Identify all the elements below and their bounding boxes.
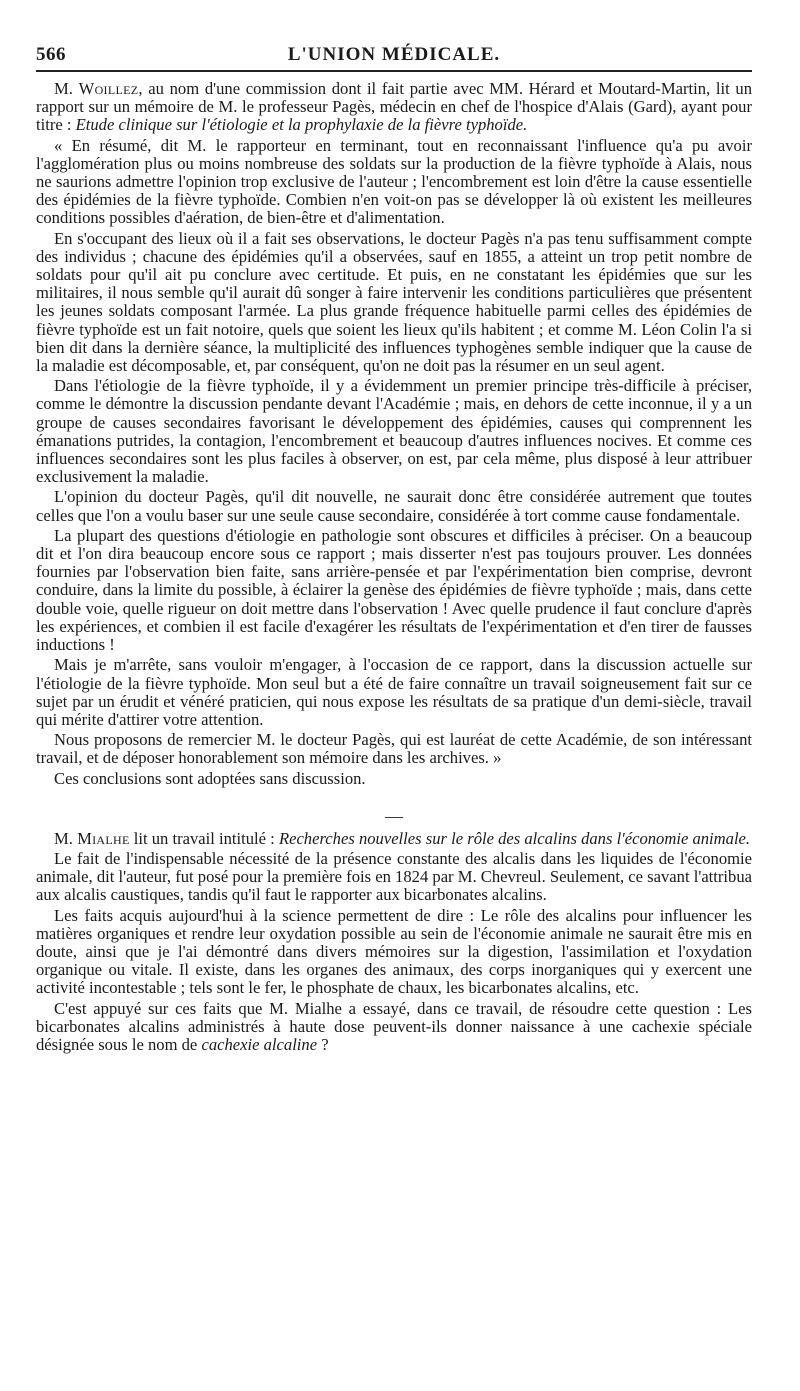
woillez-intro-text: , au nom d'une commission dont il fait partie avec MM. Hérard et Moutard-Martin, lit un rapport sur un mémoire de M. le professeur Pagès, médecin en chef de l'hospice d'Alais (Gard), ayant pour titre : xyxy=(36,79,752,135)
travail-title: Recherches nouvelles sur le rôle des alcalins dans l'économie animale. xyxy=(278,828,751,848)
author-name-mialhe: Mialhe xyxy=(77,828,130,848)
paragraph: L'opinion du docteur Pagès, qu'il dit nouvelle, ne saurait donc être considérée autrement que toutes celles que l'on a voulu baser sur une seule cause secondaire, considérée à tort comme cause fondamentale. xyxy=(36,487,752,525)
paragraph-woillez xyxy=(36,80,752,135)
cachexie-term: cachexie alcaline xyxy=(201,1034,318,1054)
page-number: 566 xyxy=(36,44,66,65)
running-title: L'UNION MÉDICALE. xyxy=(287,44,501,65)
paragraph: La plupart des questions d'étiologie en pathologie sont obscures et difficiles à préciser. On a beaucoup dit et l'on dira beaucoup encore sous ce rapport ; mais disserter n'est pas toujours prouver. Les données fournies par l'observation bien faite, sans arrière-pensée et par l'expérimentation bien comprise, devront conduire, dans la limite du possible, à éclairer la genèse des épidémies de fièvre typhoïde ; mais, dans cette double voie, quelle rigueur on doit mettre dans l'observation ! Avec quelle prudence il faut conclure d'après les expériences, et combien il est facile d'exagérer les résultats de l'expérimentation et d'en tirer de fausses inductions ! xyxy=(36,525,752,655)
paragraph: Le fait de l'indispensable nécessité de la présence constante des alcalis dans les liquides de l'économie animale, dit l'auteur, fut posé pour la première fois en 1824 par M. Chevreul. Seulement, ce savant l'attribua aux alcalis caustiques, tandis qu'il faut le rapporter aux bicarbonates alcalins. xyxy=(36,848,752,905)
paragraph: En s'occupant des lieux où il a fait ses observations, le docteur Pagès n'a pas tenu suffisamment compte des individus ; chacune des épidémies qu'il a observées, sauf en 1855, a atteint un trop petit nombre de soldats pour qu'il ait pu conclure avec certitude. Et puis, en ne constatant les épidémies que sur les militaires, il nous semble qu'il aurait dû songer à faire intervenir les conditions particulières que présentent les jeunes soldats composant l'armée. La plus grande fréquence habituelle parmi celles des épidémies de fièvre typhoïde est un fait notoire, quels que soient les lieux qu'ils habitent ; et comme M. Léon Colin l'a si bien dit dans la dernière séance, la multiplicité des influences typhogènes semble indiquer que la cause de la maladie est décomposable, et, par conséquent, qu'on ne doit pas la résumer en un seul agent. xyxy=(36,228,752,376)
article-body xyxy=(36,80,752,1054)
paragraph: Mais je m'arrête, sans vouloir m'engager, à l'occasion de ce rapport, dans la discussion actuelle sur l'étiologie de la fièvre typhoïde. Mon seul but a été de faire connaître un travail soigneusement fait sur ce sujet par un érudit et vénéré praticien, qui nous expose les résultats de sa pratique d'un demi-siècle, travail qui mérite d'attirer votre attention. xyxy=(36,655,752,729)
page-header xyxy=(36,44,752,72)
paragraph-final xyxy=(36,1000,752,1055)
woillez-prefix: M. xyxy=(54,79,79,98)
paragraph: « En résumé, dit M. le rapporteur en terminant, tout en reconnaissant l'influence qu'a pu avoir l'agglomération plus ou moins nombreuse des soldats sur la production de la fièvre typhoïde à Alais, nous ne saurions admettre l'opinion trop exclusive de l'auteur ; l'encombrement est loin d'être la cause essentielle des épidémies de la fièvre typhoïde. Combien n'en voit-on pas se développer là où existent les meilleures conditions possibles d'aération, de bien-être et d'alimentation. xyxy=(36,135,752,228)
paragraph: Les faits acquis aujourd'hui à la science permettent de dire : Le rôle des alcalins pour influencer les matières organiques et rendre leur oxydation possible au sein de l'économie animale ne saurait être mis en doute, ainsi que je l'ai démontré dans divers mémoires sur la digestion, l'assimilation et l'oxydation organique ou vitale. Il existe, dans les organes des animaux, des corps inorganiques qui y exercent une activité incontestable ; tels sont le fer, le phosphate de chaux, les bicarbonates alcalins, etc. xyxy=(36,905,752,998)
paragraph: Dans l'étiologie de la fièvre typhoïde, il y a évidemment un premier principe très-difficile à préciser, comme le démontre la discussion pendante devant l'Académie ; mais, en dehors de cette inconnue, il y a un groupe de causes secondaires favorisant le développement des épidémies, causes qui comprennent les émanations putrides, la contagion, l'encombrement et beaucoup d'autres influences nocives. Et comme ces influences secondaires sont les plus faciles à observer, on est, par cela même, plus disposé à leur attribuer exclusivement la maladie. xyxy=(36,376,752,487)
mialhe-prefix: M. xyxy=(54,828,78,848)
final-end: ? xyxy=(317,1034,329,1054)
final-text: C'est appuyé sur ces faits que M. Mialhe a essayé, dans ce travail, de résoudre cette question : Les bicarbonates alcalins administrés à haute dose peuvent-ils donner naissance à une cachexie spéciale désignée sous le nom de xyxy=(36,998,752,1054)
paragraph: Nous proposons de remercier M. le docteur Pagès, qui est lauréat de cette Académie, de son intéressant travail, et de déposer honorablement son mémoire dans les archives. » xyxy=(36,730,752,768)
paragraph-mialhe xyxy=(36,830,752,848)
paragraph: Ces conclusions sont adoptées sans discussion. xyxy=(54,768,366,788)
section-separator: — xyxy=(385,805,403,826)
mialhe-intro-text: lit un travail intitulé : xyxy=(129,828,279,848)
author-name-woillez: Woillez xyxy=(78,79,139,98)
memoire-title: Etude clinique sur l'étiologie et la prophylaxie de la fièvre typhoïde. xyxy=(75,115,528,135)
